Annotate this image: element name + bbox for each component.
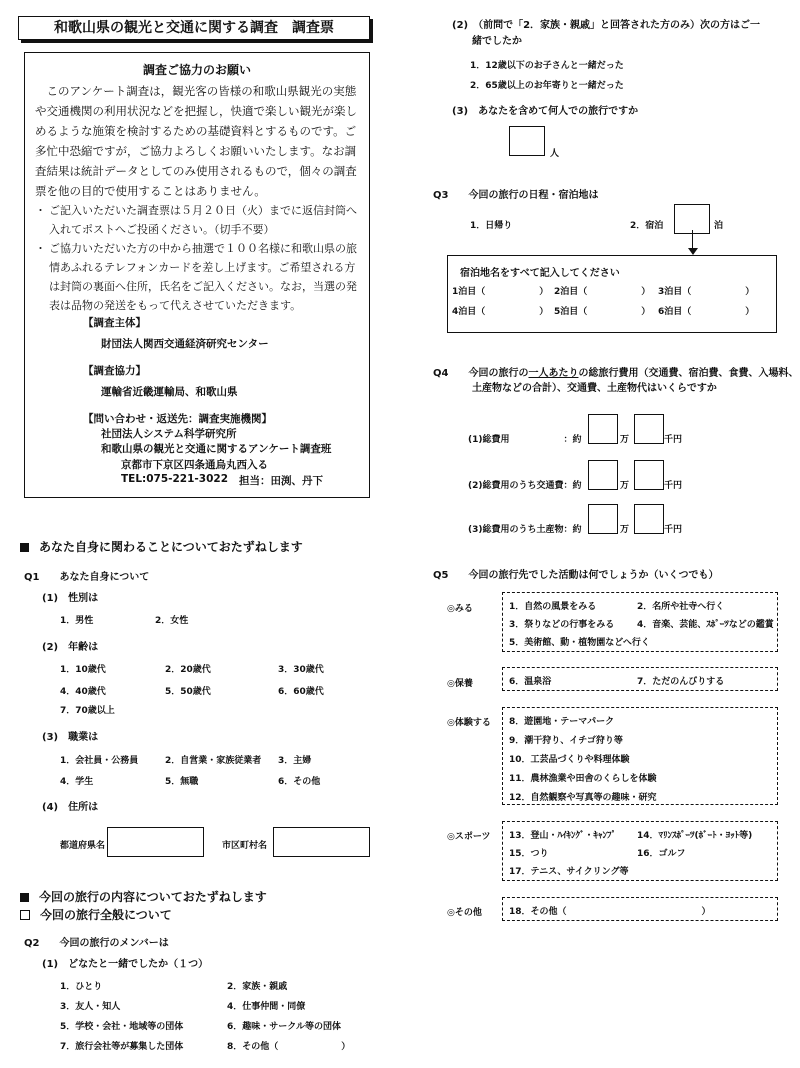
- org-coop: 運輸省近畿運輸局、和歌山県: [101, 386, 238, 398]
- member-option[interactable]: 2．家族・親戚: [227, 982, 288, 992]
- activity-option[interactable]: 12．自然観察や写真等の趣味・研究: [509, 793, 657, 803]
- nights-unit: 泊: [714, 221, 724, 231]
- activity-option[interactable]: 9．潮干狩り、イチゴ狩り等: [509, 736, 623, 746]
- q2-2-line1: (2) （前問で「2．家族・親戚」と回答された方のみ）次の方はご一: [452, 20, 761, 31]
- job-option[interactable]: 6．その他: [278, 777, 321, 787]
- activity-option[interactable]: 4．音楽、芸能、ｽﾎﾟｰﾂなどの鑑賞: [637, 620, 774, 630]
- cost-total-man-input[interactable]: [588, 414, 618, 444]
- activity-other-option[interactable]: 18．その他（ ）: [509, 907, 711, 917]
- q2-label: Q2 今回の旅行のメンバーは: [24, 938, 169, 949]
- cat-sports-box: [502, 821, 778, 881]
- member-option[interactable]: 4．仕事仲間・同僚: [227, 1002, 306, 1012]
- q2-2-option[interactable]: 2．65歳以上のお年寄りと一緒だった: [470, 81, 624, 91]
- sen-unit: 千円: [664, 481, 683, 491]
- cat-hoyo-box: [502, 667, 778, 691]
- age-option[interactable]: 3．30歳代: [278, 665, 324, 675]
- job-option[interactable]: 5．無職: [165, 777, 199, 787]
- cost-souvenir-sen-input[interactable]: [634, 504, 664, 534]
- q2-1-label: (1) どなたと一緒でしたか（１つ）: [42, 959, 209, 970]
- man-unit: 万: [620, 525, 630, 535]
- q1-3-label: (3) 職業は: [42, 732, 99, 743]
- org-heading-coop: 【調査協力】: [83, 365, 146, 377]
- job-option[interactable]: 4．学生: [60, 777, 94, 787]
- request-notes: [35, 201, 363, 315]
- job-option[interactable]: 1．会社員・公務員: [60, 756, 139, 766]
- activity-option[interactable]: 15．つり: [509, 849, 549, 859]
- persons-unit: 人: [550, 149, 560, 159]
- org-institute: 社団法人システム科学研究所: [101, 428, 237, 440]
- member-option[interactable]: 3．友人・知人: [60, 1002, 121, 1012]
- q1-4-label: (4) 住所は: [42, 802, 99, 813]
- request-box: [24, 52, 370, 498]
- request-body: このアンケート調査は，観光客の皆様の和歌山県観光の実態や交通機関の利用状況などを把握し，快適で楽しい観光が楽しめるような施策を検討するための基礎資料とするものです。ご多忙中恐縮ですが，ご協力よろしくお願いいたします。なお調査結果は統計データとしてのみ使用されるもので，個々の調査票を他の目的で使用することはありません。: [35, 84, 357, 198]
- activity-option[interactable]: 7．ただのんびりする: [637, 677, 725, 687]
- persons-input[interactable]: [509, 126, 545, 156]
- q2-3-label: (3) あなたを含めて何人での旅行ですか: [452, 106, 639, 117]
- city-input[interactable]: [273, 827, 370, 857]
- section2-heading: 今回の旅行の内容についておたずねします: [20, 888, 267, 905]
- activity-option[interactable]: 14．ﾏﾘﾝｽﾎﾟｰﾂ(ﾎﾞｰﾄ・ﾖｯﾄ等): [637, 831, 753, 841]
- cost-transport-sen-input[interactable]: [634, 460, 664, 490]
- org-address: 京都市下京区四条通烏丸西入る: [121, 459, 268, 471]
- job-option[interactable]: 2．自営業・家族従業者: [165, 756, 262, 766]
- cat-other-box: [502, 897, 778, 921]
- age-option[interactable]: 5．50歳代: [165, 687, 211, 697]
- member-option[interactable]: 5．学校・会社・地域等の団体: [60, 1022, 184, 1032]
- cat-hoyo-label: ◎保養: [447, 679, 473, 689]
- note-lottery: ・ ご協力いただいた方の中から抽選で１００名様に和歌山県の旅情あふれるテレフォンカードを差し上げます。ご希望される方は封筒の裏面へ住所，氏名をご記入ください。なお，当選の発表は品物の発送をもって代えさせていただきます。: [35, 239, 363, 315]
- lodging-night-field[interactable]: 4泊目（ ）: [452, 307, 549, 317]
- org-sponsor: 財団法人関西交通経済研究センター: [101, 338, 269, 350]
- cat-other-label: ◎その他: [447, 908, 482, 918]
- lodging-title: 宿泊地名をすべて記入してください: [460, 268, 620, 279]
- q1-2-label: (2) 年齢は: [42, 642, 99, 653]
- section1-heading: あなた自身に関わることについておたずねします: [20, 538, 303, 555]
- org-heading-sponsor: 【調査主体】: [83, 317, 146, 329]
- q2-2-option[interactable]: 1．12歳以下のお子さんと一緒だった: [470, 61, 624, 71]
- sen-unit: 千円: [664, 525, 683, 535]
- activity-option[interactable]: 1．自然の風景をみる: [509, 602, 597, 612]
- activity-option[interactable]: 17．テニス、サイクリング等: [509, 867, 629, 877]
- open-square-icon: [20, 910, 30, 920]
- age-option[interactable]: 6．60歳代: [278, 687, 324, 697]
- cost-total-sen-input[interactable]: [634, 414, 664, 444]
- activity-option[interactable]: 5．美術館、動・植物園などへ行く: [509, 638, 650, 648]
- activity-option[interactable]: 3．祭りなどの行事をみる: [509, 620, 615, 630]
- q4-line2: 土産物などの合計）、交通費、土産物代はいくらですか: [472, 383, 717, 394]
- section2-sub: 今回の旅行全般について: [20, 906, 172, 923]
- member-option[interactable]: 1．ひとり: [60, 982, 103, 992]
- activity-option[interactable]: 6．温泉浴: [509, 677, 552, 687]
- activity-option[interactable]: 11．農林漁業や田舎のくらしを体験: [509, 774, 657, 784]
- cat-miru-box: [502, 592, 778, 652]
- sex-option[interactable]: 1．男性: [60, 616, 94, 626]
- activity-option[interactable]: 2．名所や社寺へ行く: [637, 602, 725, 612]
- q2-2-line2: 緒でしたか: [472, 36, 522, 47]
- cost-total-label: (1)総費用 ：約: [468, 435, 582, 445]
- man-unit: 万: [620, 435, 630, 445]
- q3-label: Q3 今回の旅行の日程・宿泊地は: [433, 190, 599, 201]
- sen-unit: 千円: [664, 435, 683, 445]
- arrow-down-icon: [688, 248, 698, 255]
- age-option[interactable]: 4．40歳代: [60, 687, 106, 697]
- activity-option[interactable]: 8．遊園地・テーマパーク: [509, 717, 615, 727]
- age-option[interactable]: 1．10歳代: [60, 665, 106, 675]
- cost-souvenir-man-input[interactable]: [588, 504, 618, 534]
- request-heading: 調査ご協力のお願い: [142, 63, 251, 77]
- age-option[interactable]: 2．20歳代: [165, 665, 211, 675]
- q5-label: Q5 今回の旅行先でした活動は何でしょうか（いくつでも）: [433, 570, 719, 581]
- member-option[interactable]: 6．趣味・サークル等の団体: [227, 1022, 341, 1032]
- age-option[interactable]: 7．70歳以上: [60, 706, 115, 716]
- city-label: 市区町村名: [222, 841, 268, 851]
- member-option[interactable]: 8．その他（ ）: [227, 1042, 351, 1052]
- cat-taiken-label: ◎体験する: [447, 718, 491, 728]
- lodging-night-field[interactable]: 6泊目（ ）: [658, 307, 755, 317]
- org-tel: TEL:075-221-3022: [121, 473, 228, 485]
- trip-daytrip-option[interactable]: 1．日帰り: [470, 221, 513, 231]
- org-team: 和歌山県の観光と交通に関するアンケート調査班: [101, 443, 332, 455]
- job-option[interactable]: 3．主婦: [278, 756, 312, 766]
- member-option[interactable]: 7．旅行会社等が募集した団体: [60, 1042, 184, 1052]
- lodging-box: [447, 255, 777, 333]
- trip-overnight-option[interactable]: 2．宿泊: [630, 221, 664, 231]
- survey-title: 和歌山県の観光と交通に関する調査 調査票: [18, 16, 370, 40]
- cat-sports-label: ◎スポーツ: [447, 832, 491, 842]
- lodging-night-field[interactable]: 5泊目（ ）: [554, 307, 651, 317]
- man-unit: 万: [620, 481, 630, 491]
- lodging-night-field[interactable]: 1泊目（ ）: [452, 287, 549, 297]
- square-bullet-icon: [20, 543, 29, 552]
- cat-miru-label: ◎みる: [447, 604, 473, 614]
- org-heading-contact: 【問い合わせ・返送先：調査実施機関】: [83, 413, 272, 425]
- cost-souvenir-label: (3)総費用のうち土産物：約: [468, 525, 582, 535]
- q4-line1: Q4 今回の旅行の一人あたりの総旅行費用（交通費、宿泊費、食費、入場料、: [433, 368, 799, 379]
- activity-option[interactable]: 16．ゴルフ: [637, 849, 686, 859]
- cat-taiken-box: [502, 707, 778, 805]
- q1-label: Q1 あなた自身について: [24, 572, 150, 583]
- cost-transport-label: (2)総費用のうち交通費：約: [468, 481, 582, 491]
- q1-1-label: (1) 性別は: [42, 593, 99, 604]
- square-bullet-icon: [20, 893, 29, 902]
- org-contact-person: 担当：田渕、丹下: [239, 475, 323, 487]
- prefecture-input[interactable]: [107, 827, 204, 857]
- cost-transport-man-input[interactable]: [588, 460, 618, 490]
- sex-option[interactable]: 2．女性: [155, 616, 189, 626]
- lodging-night-field[interactable]: 3泊目（ ）: [658, 287, 755, 297]
- note-deadline: ・ ご記入いただいた調査票は５月２０日（火）までに返信封筒へ入れてポストへご投函ください。（切手不要）: [35, 201, 363, 239]
- activity-option[interactable]: 13．登山・ﾊｲｷﾝｸﾞ・ｷｬﾝﾌﾟ: [509, 831, 617, 841]
- pref-label: 都道府県名: [60, 841, 106, 851]
- activity-option[interactable]: 10．工芸品づくりや料理体験: [509, 755, 630, 765]
- lodging-night-field[interactable]: 2泊目（ ）: [554, 287, 651, 297]
